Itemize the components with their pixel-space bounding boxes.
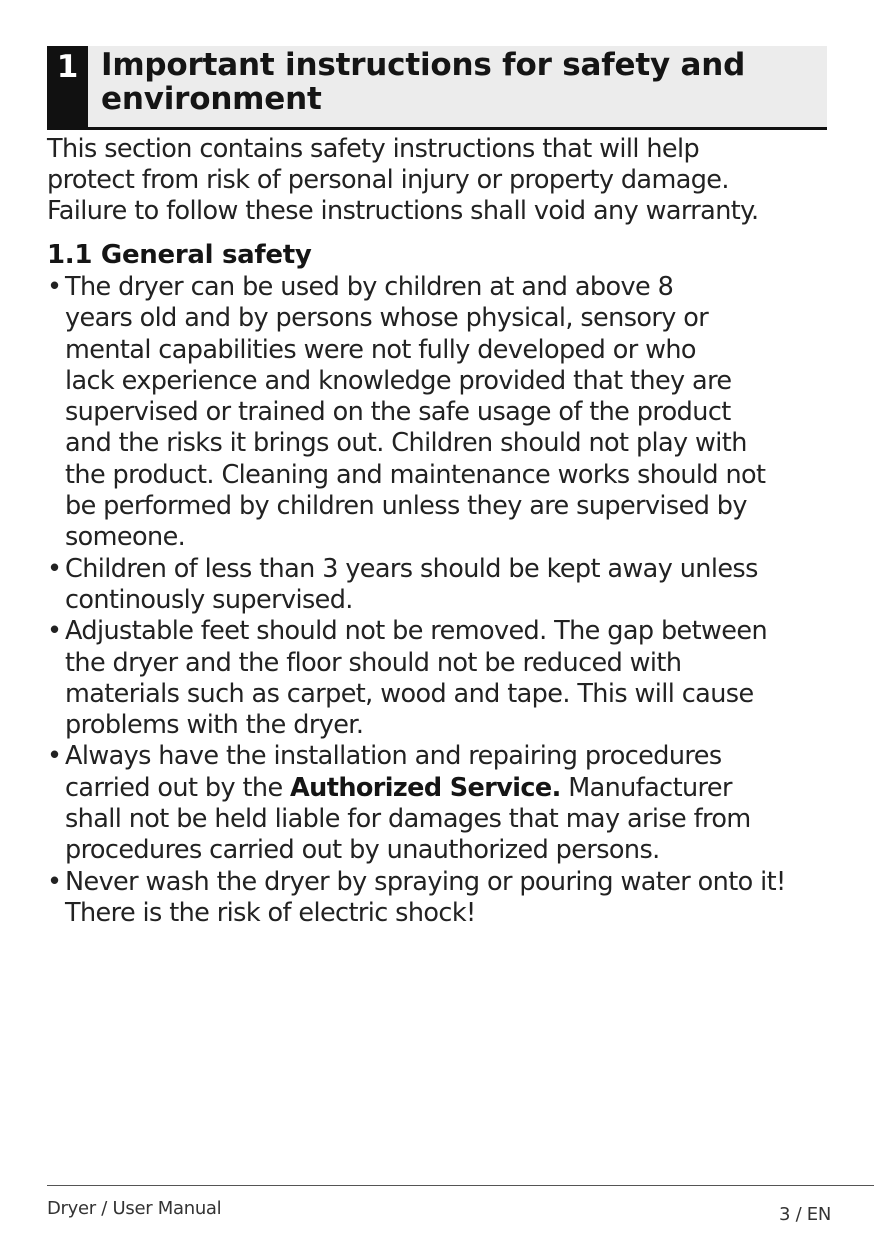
item-line: be performed by children unless they are supervised by — [65, 491, 747, 522]
safety-item-children-usage — [47, 272, 837, 554]
footer-document-title: Dryer / User Manual — [47, 1198, 222, 1219]
item-line: and the risks it brings out. Children should not play with — [65, 428, 747, 459]
intro-line: This section contains safety instructions that will help — [47, 134, 700, 164]
item-line: The dryer can be used by children at and above 8 — [65, 272, 674, 302]
safety-item-authorized-service — [47, 741, 837, 866]
item-line: materials such as carpet, wood and tape. This will cause — [65, 678, 754, 709]
item-line: Never wash the dryer by spraying or pouring water onto it! — [65, 866, 786, 897]
item-line: supervised or trained on the safe usage of the product — [65, 397, 731, 428]
item-line: Adjustable feet should not be removed. The gap between — [65, 616, 768, 647]
safety-item-adjustable-feet — [47, 616, 837, 741]
item-text: Manufacturer — [560, 772, 732, 803]
bullet: • — [47, 616, 62, 647]
item-line: problems with the dryer. — [65, 710, 364, 741]
item-line: procedures carried out by unauthorized persons. — [65, 835, 660, 866]
safety-list — [47, 272, 837, 929]
bullet: • — [47, 553, 62, 584]
item-line: lack experience and knowledge provided that they are — [65, 365, 732, 396]
item-line: There is the risk of electric shock! — [65, 897, 476, 928]
item-line: Always have the installation and repairing procedures — [65, 741, 722, 772]
intro-line: protect from risk of personal injury or property damage. — [47, 165, 729, 195]
safety-item-no-water-spray — [47, 867, 837, 930]
section-header — [47, 46, 827, 130]
safety-item-young-children — [47, 554, 837, 617]
item-line: Children of less than 3 years should be kept away unless — [65, 553, 758, 584]
bullet: • — [47, 866, 62, 897]
item-line: shall not be held liable for damages that may arise from — [65, 804, 751, 835]
bullet: • — [47, 741, 62, 772]
item-line: mental capabilities were not fully developed or who — [65, 334, 696, 365]
footer-page-number: 3 / EN — [779, 1204, 831, 1225]
item-line: continously supervised. — [65, 584, 353, 615]
item-line — [65, 773, 837, 804]
intro-line: Failure to follow these instructions shall void any warranty. — [47, 196, 759, 226]
item-text: carried out by the — [65, 772, 291, 803]
footer-divider — [47, 1185, 874, 1186]
section-title: Important instructions for safety and environment — [101, 47, 746, 117]
item-line: the product. Cleaning and maintenance works should not — [65, 459, 766, 490]
subsection-title: 1.1 General safety — [47, 240, 312, 270]
item-line: someone. — [65, 522, 186, 553]
authorized-service-emphasis: Authorized Service. — [290, 772, 561, 803]
item-line: years old and by persons whose physical, sensory or — [65, 303, 709, 334]
section-number: 1 — [47, 46, 88, 130]
bullet: • — [47, 272, 62, 302]
item-line: the dryer and the floor should not be reduced with — [65, 647, 682, 678]
intro-paragraph — [47, 134, 827, 227]
